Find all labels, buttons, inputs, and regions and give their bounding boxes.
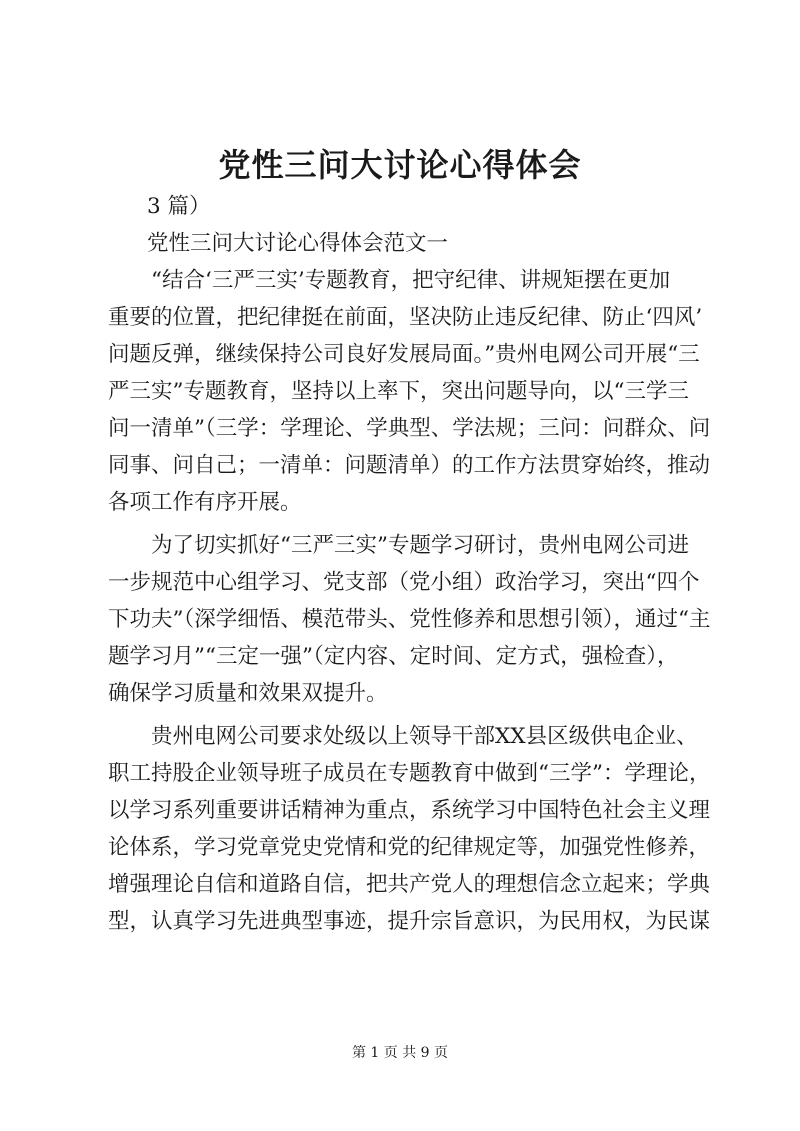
- document-body: [108, 188, 711, 940]
- text-line: 3 篇）: [147, 194, 211, 219]
- paragraph-line: 同事、问自己；一清单：问题清单）的工作方法贯穿始终，推动: [108, 453, 711, 478]
- text-line: 党性三问大讨论心得体会范文一: [147, 231, 449, 256]
- paragraph-line: 确保学习质量和效果双提升。: [108, 681, 388, 706]
- paragraph-line: 论体系，学习党章党史党情和党的纪律规定等，加强党性修养，: [108, 835, 711, 860]
- paragraph-line: 重要的位置，把纪律挺在前面，坚决防止违反纪律、防止‘四风’: [108, 305, 703, 330]
- paragraph-line: 问题反弹，继续保持公司良好发展局面。”贵州电网公司开展“三: [108, 342, 700, 367]
- page-footer: 第 1 页 共 9 页: [351, 1045, 449, 1061]
- paragraph-line: “结合‘三严三实’专题教育，把守纪律、讲规矩摆在更加: [151, 268, 671, 293]
- paragraph-line: 一步规范中心组学习、党支部（党小组）政治学习，突出“四个: [108, 570, 700, 595]
- paragraph-line: 下功夫”（深学细悟、模范带头、党性修养和思想引领），通过“主: [108, 607, 711, 632]
- paragraph-line: 问一清单”（三学：学理论、学典型、学法规；三问：问群众、问: [108, 416, 711, 441]
- paragraph-line: 为了切实抓好“三严三实”专题学习研讨，贵州电网公司进: [151, 533, 689, 558]
- paragraph-line: 增强理论自信和道路自信，把共产党人的理想信念立起来；学典: [108, 872, 711, 897]
- paragraph-line: 型，认真学习先进典型事迹，提升宗旨意识，为民用权，为民谋: [108, 909, 711, 934]
- paragraph-line: 各项工作有序开展。: [108, 490, 302, 515]
- paragraph-line: 以学习系列重要讲话精神为重点，系统学习中国特色社会主义理: [108, 798, 711, 823]
- paragraph-line: 职工持股企业领导班子成员在专题教育中做到“三学”：学理论，: [108, 761, 711, 786]
- paragraph-line: 贵州电网公司要求处级以上领导干部XX县区级供电企业、: [151, 724, 698, 749]
- paragraph-line: 题学习月”“三定一强”（定内容、定时间、定方式，强检查），: [108, 644, 679, 669]
- document-title: 党性三问大讨论心得体会: [218, 146, 582, 184]
- paragraph-line: 严三实”专题教育，坚持以上率下，突出问题导向，以“三学三: [108, 379, 689, 404]
